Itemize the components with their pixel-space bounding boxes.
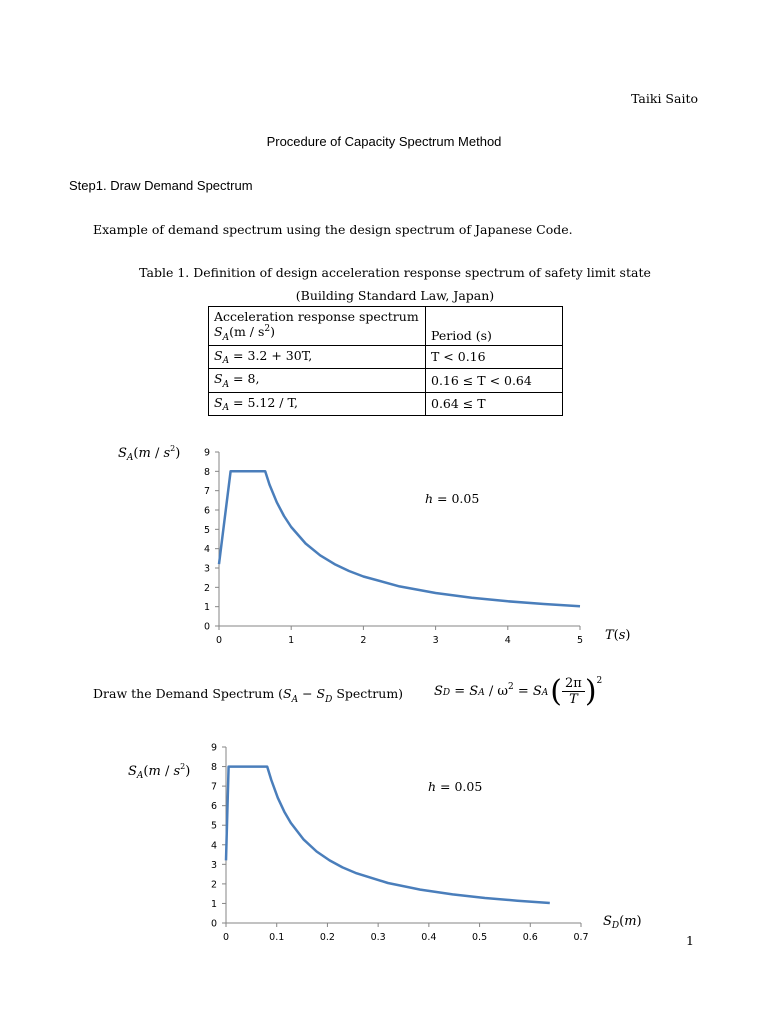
y-tick-label: 1 xyxy=(210,898,217,910)
demand-spectrum-chart xyxy=(110,735,670,960)
displacement-formula: S D = S A / ω $^2$ = S A ( 2π T ) $^2$ xyxy=(434,673,603,709)
y-axis-label: $S_A(m / s^2)$ xyxy=(128,762,191,781)
y-tick-label: 6 xyxy=(210,801,217,813)
table-cell-period: T < 0.16 xyxy=(426,345,563,369)
table-cell-period: 0.16 ≤ T < 0.64 xyxy=(426,369,563,393)
y-tick-label: 3 xyxy=(203,563,210,575)
acceleration-spectrum-chart xyxy=(110,440,670,655)
table-caption-source: (Building Standard Law, Japan) xyxy=(295,288,495,303)
y-tick-label: 4 xyxy=(210,840,217,852)
x-tick-label: 2 xyxy=(360,635,367,646)
intro-text: Example of demand spectrum using the design spectrum of Japanese Code. xyxy=(93,222,573,237)
y-tick-label: 2 xyxy=(210,879,217,891)
x-tick-label: 4 xyxy=(504,635,511,646)
y-tick-label: 2 xyxy=(203,582,210,594)
x-tick-label: 0.6 xyxy=(522,932,538,943)
x-axis-label: T(s) xyxy=(605,628,631,643)
y-tick-label: 6 xyxy=(203,505,210,517)
x-tick-label: 0.5 xyxy=(472,932,488,943)
y-tick-label: 9 xyxy=(210,742,217,754)
y-tick-label: 7 xyxy=(203,486,210,498)
y-tick-label: 0 xyxy=(203,621,210,633)
damping-annotation: h = 0.05 xyxy=(425,491,480,506)
author-name: Taiki Saito xyxy=(631,91,698,106)
step-heading: Step1. Draw Demand Spectrum xyxy=(69,178,253,193)
damping-annotation: h = 0.05 xyxy=(428,779,483,794)
table-cell-period: 0.64 ≤ T xyxy=(426,392,563,416)
x-tick-label: 0 xyxy=(222,932,230,943)
table-row xyxy=(209,369,563,393)
y-tick-label: 5 xyxy=(210,820,217,832)
x-tick-label: 3 xyxy=(432,635,439,646)
y-tick-label: 1 xyxy=(203,602,210,614)
demand-spectrum-text: Draw the Demand Spectrum ($S_A - S_D$ Spectrum) xyxy=(93,686,404,705)
spectrum-definition-table xyxy=(208,306,563,416)
y-tick-label: 4 xyxy=(203,544,210,556)
x-tick-label: 0.2 xyxy=(319,932,335,943)
x-tick-label: 5 xyxy=(576,635,584,646)
header-spectrum-symbol: $S_A(m / s^2)$ xyxy=(214,324,276,343)
y-axis-label: $S_A(m / s^2)$ xyxy=(118,444,181,463)
table-header-row xyxy=(209,307,563,346)
x-tick-label: 0.4 xyxy=(421,932,437,943)
y-tick-label: 3 xyxy=(210,859,217,871)
x-axis-label: $S_D(m)$ xyxy=(603,914,642,931)
table-header-spectrum xyxy=(209,307,426,346)
x-tick-label: 0.3 xyxy=(370,932,386,943)
y-tick-label: 8 xyxy=(203,466,210,478)
spectrum-series-line xyxy=(219,471,580,606)
x-tick-label: 0.1 xyxy=(269,932,285,943)
table-header-period: Period (s) xyxy=(426,307,563,346)
x-tick-label: 1 xyxy=(288,635,295,646)
table-cell-expression: $S_A = 8$, xyxy=(209,369,426,393)
table-caption: Table 1. Definition of design acceleration response spectrum of safety limit state xyxy=(139,265,651,280)
table-row xyxy=(209,345,563,369)
table-cell-expression: $S_A = 3.2 + 30T$, xyxy=(209,345,426,369)
y-tick-label: 8 xyxy=(210,762,217,774)
table-cell-expression: $S_A = 5.12 / T$, xyxy=(209,392,426,416)
y-tick-label: 5 xyxy=(203,524,210,536)
y-tick-label: 9 xyxy=(203,447,210,459)
document-title: Procedure of Capacity Spectrum Method xyxy=(266,134,502,149)
table-row xyxy=(209,392,563,416)
y-tick-label: 7 xyxy=(210,781,217,793)
header-spectrum-label: Acceleration response spectrum xyxy=(214,309,419,324)
spectrum-series-line xyxy=(226,767,550,903)
x-tick-label: 0 xyxy=(215,635,223,646)
y-tick-label: 0 xyxy=(210,918,217,930)
page-number: 1 xyxy=(686,933,694,948)
x-tick-label: 0.7 xyxy=(573,932,589,943)
